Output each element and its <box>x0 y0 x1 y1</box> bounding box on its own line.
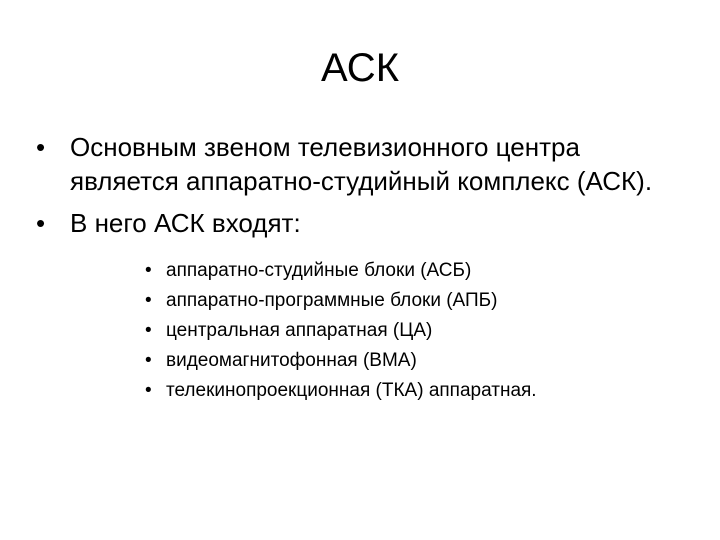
sub-bullet-text: аппаратно-студийные блоки (АСБ) <box>166 260 472 281</box>
bullet-item <box>36 130 686 198</box>
sub-bullet-text: аппаратно-программные блоки (АПБ) <box>166 290 498 311</box>
sub-bullet-text: телекинопроекционная (ТКА) аппаратная. <box>166 380 537 401</box>
sub-bullet-item <box>70 318 686 344</box>
sub-bullet-dot-icon: • <box>145 260 152 281</box>
sub-bullet-dot-icon: • <box>145 290 152 311</box>
sub-bullet-dot-icon: • <box>145 320 152 341</box>
sub-bullet-item <box>70 288 686 314</box>
bullet-list <box>36 130 686 412</box>
bullet-text: В него АСК входят: <box>70 208 301 238</box>
sub-bullet-text: видеомагнитофонная (ВМА) <box>166 350 417 371</box>
bullet-dot-icon: • <box>36 208 46 238</box>
bullet-text: Основным звеном телевизионного центра является аппаратно-студийный комплекс (АСК). <box>70 132 653 196</box>
bullet-dot-icon: • <box>36 132 46 162</box>
sub-bullet-item <box>70 258 686 284</box>
sub-bullet-list <box>70 258 686 404</box>
sub-bullet-dot-icon: • <box>145 380 152 401</box>
slide-title: АСК <box>321 46 399 90</box>
sub-bullet-item <box>70 348 686 374</box>
bullet-item <box>36 206 686 404</box>
sub-bullet-text: центральная аппаратная (ЦА) <box>166 320 433 341</box>
sub-bullet-dot-icon: • <box>145 350 152 371</box>
sub-bullet-item <box>70 378 686 404</box>
